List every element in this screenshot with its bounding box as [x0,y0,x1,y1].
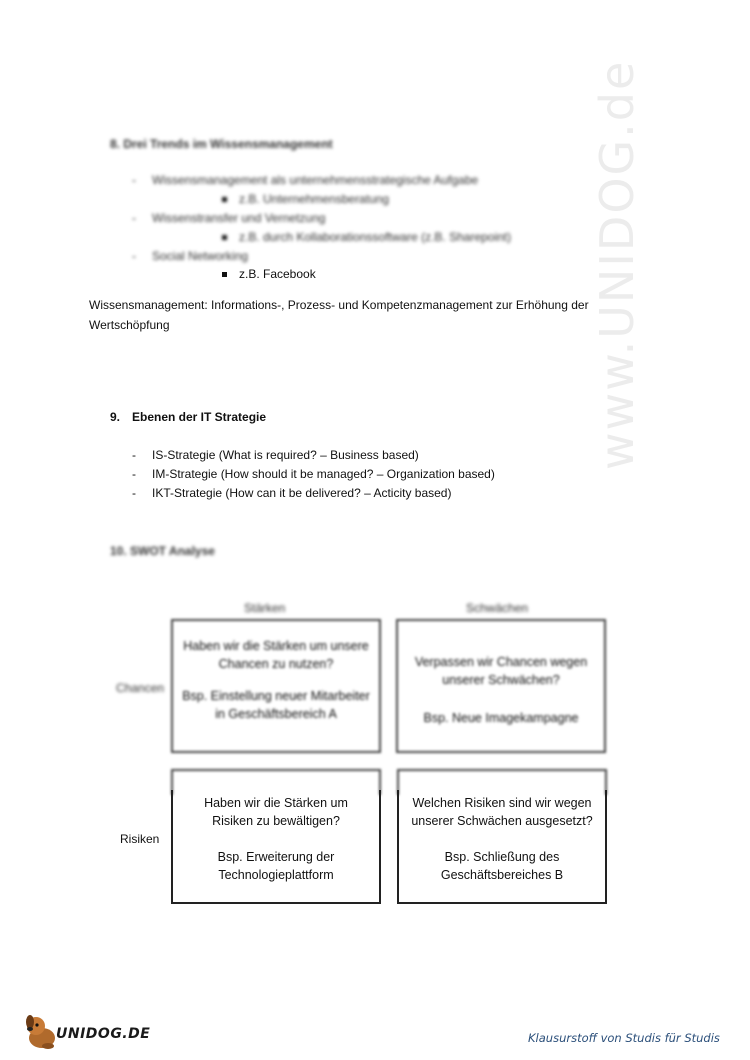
section-9-item-2-text: IM-Strategie (How should it be managed? – Organization based) [152,467,495,481]
square-bullet-icon [222,272,227,277]
swot-cell-question: Verpassen wir Chancen wegen unserer Schwächen? [414,655,588,687]
swot-cell-example: Bsp. Erweiterung der Technologieplattform [217,850,335,882]
section-8-item-2-text: Wissenstransfer und Vernetzung [152,211,326,225]
section-8-paragraph-line-1: Wissensmanagement: Informations-, Prozess- und Kompetenzmanagement zur Erhöhung der [89,298,589,312]
swot-col-label-schwaechen: Schwächen [466,601,529,615]
section-8-item-3-text: Social Networking [152,249,249,263]
section-9-number: 9. [110,410,121,424]
swot-cell-example: Bsp. Schließung des Geschäftsbereiches B [440,850,564,882]
square-bullet-icon [222,235,227,240]
swot-cell-question: Haben wir die Stärken um unsere Chancen zu nutzen? [183,639,369,671]
swot-cell-example: Bsp. Einstellung neuer Mitarbeiter in Geschäftsbereich A [182,689,370,721]
section-9-item-2: - IM-Strategie (How should it be managed? – Organization based) [132,467,495,481]
section-8-subitem-3 [222,266,316,282]
section-8-item-1: - Wissensmanagement als unternehmensstrategische Aufgabe [132,173,479,187]
section-8-item-3: - Social Networking [132,249,249,263]
section-9-item-3: - IKT-Strategie (How can it be delivered? – Acticity based) [132,486,452,500]
section-8-subitem-1-text: z.B. Unternehmensberatung [239,192,390,206]
section-9-item-1: - IS-Strategie (What is required? – Business based) [132,448,419,462]
section-8-subitem-1 [222,191,389,207]
section-8-subitem-2 [222,229,511,245]
swot-row-label-risiken: Risiken [120,832,160,846]
swot-cell-chancen-schwaechen [396,619,606,753]
section-10-heading: 10. SWOT Analyse [110,544,215,558]
swot-cell-question: Welchen Risiken sind wir wegen unserer Schwächen ausgesetzt? [411,796,593,828]
section-8-subitem-3-text: z.B. Facebook [239,267,316,281]
square-bullet-icon [222,197,227,202]
section-8-item-1-text: Wissensmanagement als unternehmensstrategische Aufgabe [152,173,479,187]
swot-cell-example: Bsp. Neue Imagekampagne [423,711,579,725]
swot-cell-question: Haben wir die Stärken um Risiken zu bewältigen? [204,796,348,828]
unidog-logo[interactable] [22,1014,162,1050]
swot-col-label-staerken: Stärken [244,601,286,615]
section-8-item-2: - Wissenstransfer und Vernetzung [132,211,326,225]
section-9-item-3-text: IKT-Strategie (How can it be delivered? – Acticity based) [152,486,452,500]
section-8-paragraph-line-2: Wertschöpfung [89,318,170,332]
logo-text: UNIDOG.DE [56,1026,151,1042]
swot-cell-chancen-staerken [171,619,381,753]
section-8-subitem-2-text: z.B. durch Kollaborationssoftware (z.B. Sharepoint) [239,230,512,244]
section-9-item-1-text: IS-Strategie (What is required? – Business based) [152,448,419,462]
swot-cell-risiken-schwaechen [397,790,607,904]
swot-cell-risiken-staerken [171,790,381,904]
watermark-text: www.UNIDOG.de [590,59,644,470]
section-8-heading: 8. Drei Trends im Wissensmanagement [110,137,333,151]
section-9-heading: Ebenen der IT Strategie [132,410,267,424]
footer-tagline: Klausurstoff von Studis für Studis [528,1031,720,1045]
swot-row-label-chancen: Chancen [116,681,165,695]
